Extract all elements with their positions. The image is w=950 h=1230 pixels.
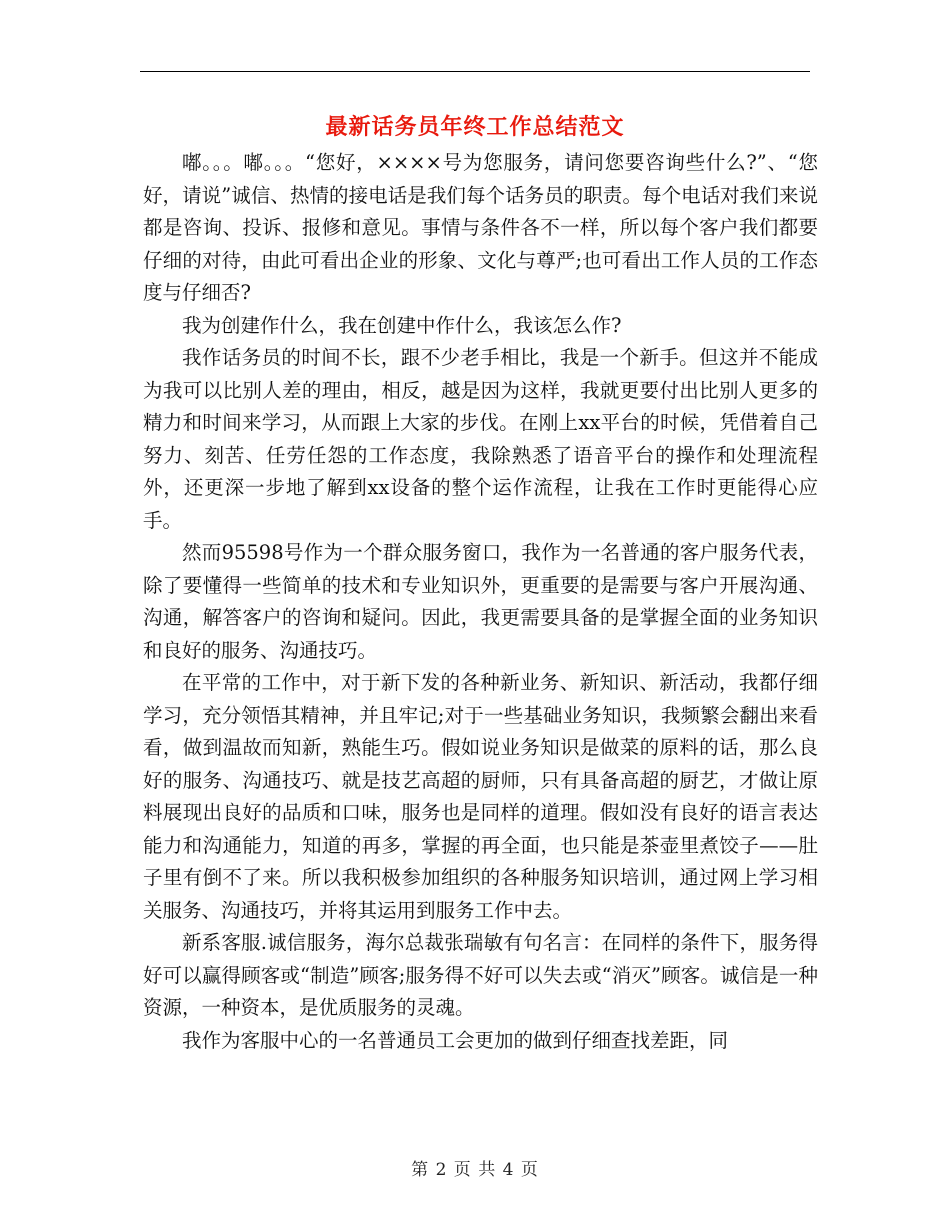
page-number: 第 2 页 共 4 页 xyxy=(411,1160,539,1180)
paragraph-2: 我为创建作什么，我在创建中作什么，我该怎么作? xyxy=(182,313,622,337)
paragraph-4: 然而95598号作为一个群众服务窗口，我作为一名普通的客户服务代表，除了要懂得一些简单的技术和专业知识外，更重要的是需要与客户开展沟通、沟通，解答客户的咨询和疑问。因此，我更需要具备的是掌握全面的业务知识和良好的服务、沟通技巧。 xyxy=(143,541,818,662)
document-title: 最新话务员年终工作总结范文 xyxy=(325,114,625,140)
paragraph-3: 我作话务员的时间不长，跟不少老手相比，我是一个新手。但这并不能成为我可以比别人差的理由，相反，越是因为这样，我就更要付出比别人更多的精力和时间来学习，从而跟上大家的步伐。在刚上xx平台的时候，凭借着自己努力、刻苦、任劳任怨的工作态度，我除熟悉了语音平台的操作和处理流程外，还更深一步地了解到xx设备的整个运作流程，让我在工作时更能得心应手。 xyxy=(143,346,818,532)
document-body xyxy=(143,147,818,1057)
paragraph-7: 我作为客服中心的一名普通员工会更加的做到仔细查找差距，同 xyxy=(182,1028,729,1052)
paragraph-1: 嘟。。。嘟。。。“您好，××××号为您服务，请问您要咨询些什么?”、“您好，请说”诚信、热情的接电话是我们每个话务员的职责。每个电话对我们来说都是咨询、投诉、报修和意见。事情与条件各不一样，所以每个客户我们都要仔细的对待，由此可看出企业的形象、文化与尊严;也可看出工作人员的工作态度与仔细否? xyxy=(143,151,818,304)
paragraph-5: 在平常的工作中，对于新下发的各种新业务、新知识、新活动，我都仔细学习，充分领悟其精神，并且牢记;对于一些基础业务知识，我频繁会翻出来看看，做到温故而知新，熟能生巧。假如说业务知识是做菜的原料的话，那么良好的服务、沟通技巧、就是技艺高超的厨师，只有具备高超的厨艺，才做让原料展现出良好的品质和口味，服务也是同样的道理。假如没有良好的语言表达能力和沟通能力，知道的再多，掌握的再全面，也只能是茶壶里煮饺子——肚子里有倒不了来。所以我积极参加组织的各种服务知识培训，通过网上学习相关服务、沟通技巧，并将其运用到服务工作中去。 xyxy=(143,671,818,922)
header-rule xyxy=(140,71,810,72)
paragraph-6: 新系客服.诚信服务，海尔总裁张瑞敏有句名言：在同样的条件下，服务得好可以赢得顾客或“制造”顾客;服务得不好可以失去或“消灭”顾客。诚信是一种资源，一种资本，是优质服务的灵魂。 xyxy=(143,931,818,1019)
